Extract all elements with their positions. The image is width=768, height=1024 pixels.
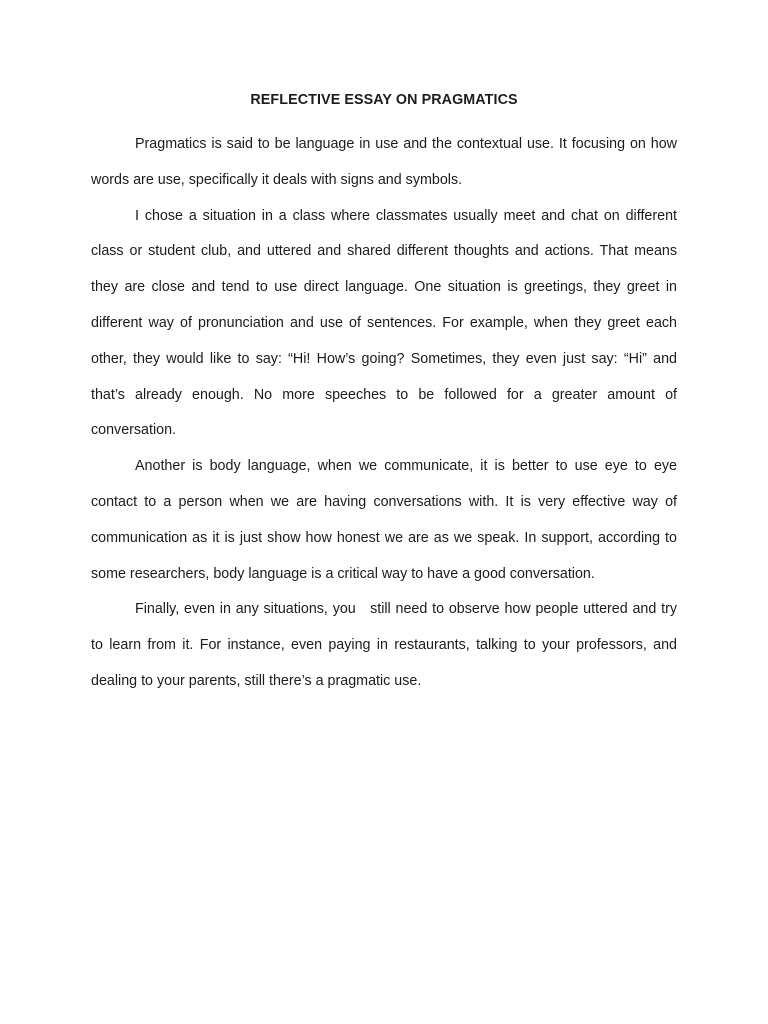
- paragraph-intro: Pragmatics is said to be language in use and the contextual use. It focusing on how words are use, specifically it deals with signs and symbols.: [91, 136, 677, 188]
- document-body: [91, 127, 681, 700]
- paragraph-conclusion: Finally, even in any situations, you still need to observe how people uttered and try to learn from it. For instance, even paying in restaurants, talking to your professors, and dealing to your parents, still there’s a pragmatic use.: [91, 601, 681, 689]
- paragraph-body-language: Another is body language, when we communicate, it is better to use eye to eye contact to a person when we are having conversations with. It is very effective way of communication as it is just show how honest we are as we speak. In support, according to some researchers, body language is a critical way to have a good conversation.: [91, 458, 677, 582]
- paragraph-situation: I chose a situation in a class where classmates usually meet and chat on different class or student club, and uttered and shared different thoughts and actions. That means they are close and tend to use direct language. One situation is greetings, they greet in different way of pronunciation and use of sentences. For example, when they greet each other, they would like to say: “Hi! How’s going? Sometimes, they even just say: “Hi” and that’s already enough. No more speeches to be followed for a greater amount of conversation.: [91, 207, 681, 439]
- document-title: REFLECTIVE ESSAY ON PRAGMATICS: [250, 92, 518, 108]
